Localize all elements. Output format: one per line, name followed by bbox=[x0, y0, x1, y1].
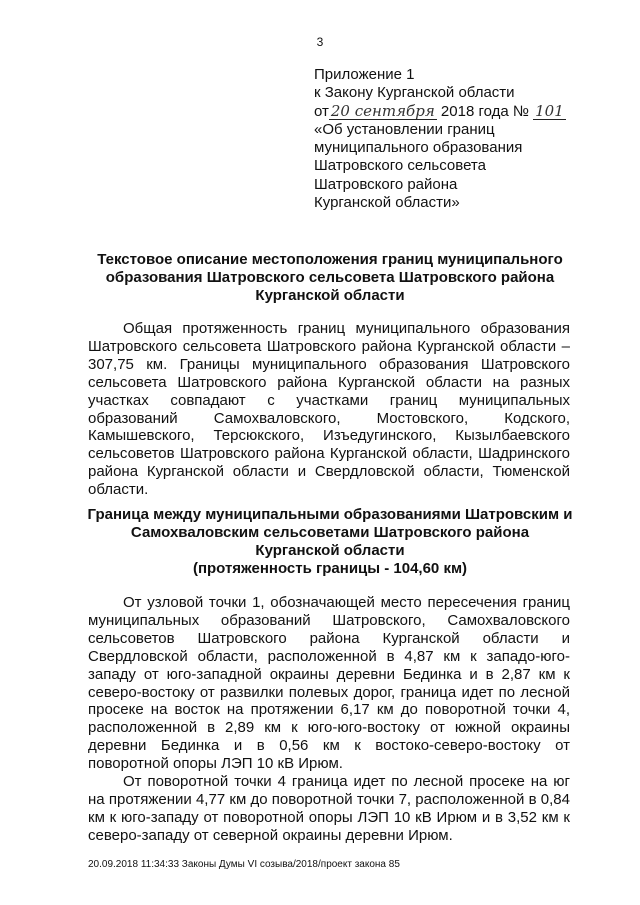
appendix-line: к Закону Курганской области bbox=[314, 84, 515, 102]
section-heading bbox=[70, 506, 590, 578]
page-number: 3 bbox=[316, 35, 324, 49]
section-title-line: Граница между муниципальными образованиями Шатровским и bbox=[87, 506, 573, 523]
paragraph-1: От узловой точки 1, обозначающей место пересечения границ муниципальных образований Шатровского, Самохваловского сельсоветов Шатровского района Курганской области и Свердловской области, расположенной в 4,87 км к западо-юго-западу от юго-западной окраины деревни Бединка и в 2,87 км к северо-востоку от развилки полевых дорог, граница идет по лесной просеке на восток на протяжении 6,17 км до поворотной точки 4, расположенной в 2,89 км к юго-юго-востоку от южной окраины деревни Бединка и в 0,56 км к востоко-северо-востоку от поворотной опоры ЛЭП 10 кВ Ирюм. bbox=[88, 594, 570, 773]
section-length: (протяженность границы - 104,60 км) bbox=[192, 560, 468, 577]
date-prefix: от bbox=[314, 102, 329, 120]
handwritten-number: 101 bbox=[535, 101, 564, 120]
document-title: Текстовое описание местоположения границ муниципального образования Шатровского сельсовета Шатровского района Курганской области bbox=[97, 251, 563, 304]
intro-text: Общая протяженность границ муниципального образования Шатровского сельсовета Шатровского района Курганской области – 307,75 км. Границы муниципального образования Шатровского сельсовета Шатровского района Курганской области на разных участках совпадают с участками границ муниципальных образований Самохваловского, Мостовского, Кодского, Камышевского, Терсюкского, Изъедугинского, Кызылбаевского сельсоветов Шатровского района Курганской области, Шадринского района Курганской области и Свердловской области, Тюменской области. bbox=[88, 320, 570, 499]
appendix-line: Курганской области» bbox=[314, 194, 460, 212]
boundary-description bbox=[88, 594, 570, 845]
appendix-block bbox=[314, 66, 614, 212]
appendix-line: Шатровского района bbox=[314, 175, 458, 193]
footer: 20.09.2018 11:34:33 Законы Думы VI созыва/2018/проект закона 85 bbox=[88, 859, 400, 870]
intro-paragraph bbox=[88, 320, 570, 499]
section-title-line: Курганской области bbox=[255, 542, 405, 559]
handwritten-date: 20 сентября bbox=[330, 101, 435, 120]
appendix-line: «Об установлении границ bbox=[314, 120, 495, 138]
appendix-line: Приложение 1 bbox=[314, 66, 415, 83]
paragraph-2: От поворотной точки 4 граница идет по лесной просеке на юг на протяжении 4,77 км до поворотной точки 7, расположенной в 0,84 км к юго-западу от поворотной опоры ЛЭП 10 кВ Ирюм и в 3,52 км к северо-западу от северной окраины деревни Ирюм. bbox=[88, 773, 570, 844]
appendix-date-line bbox=[314, 103, 614, 121]
date-suffix: 2018 года № bbox=[436, 102, 529, 120]
appendix-line: муниципального образования bbox=[314, 139, 523, 157]
section-title-line: Самохваловским сельсоветами Шатровского района bbox=[130, 524, 530, 541]
appendix-line: Шатровского сельсовета bbox=[314, 157, 486, 175]
